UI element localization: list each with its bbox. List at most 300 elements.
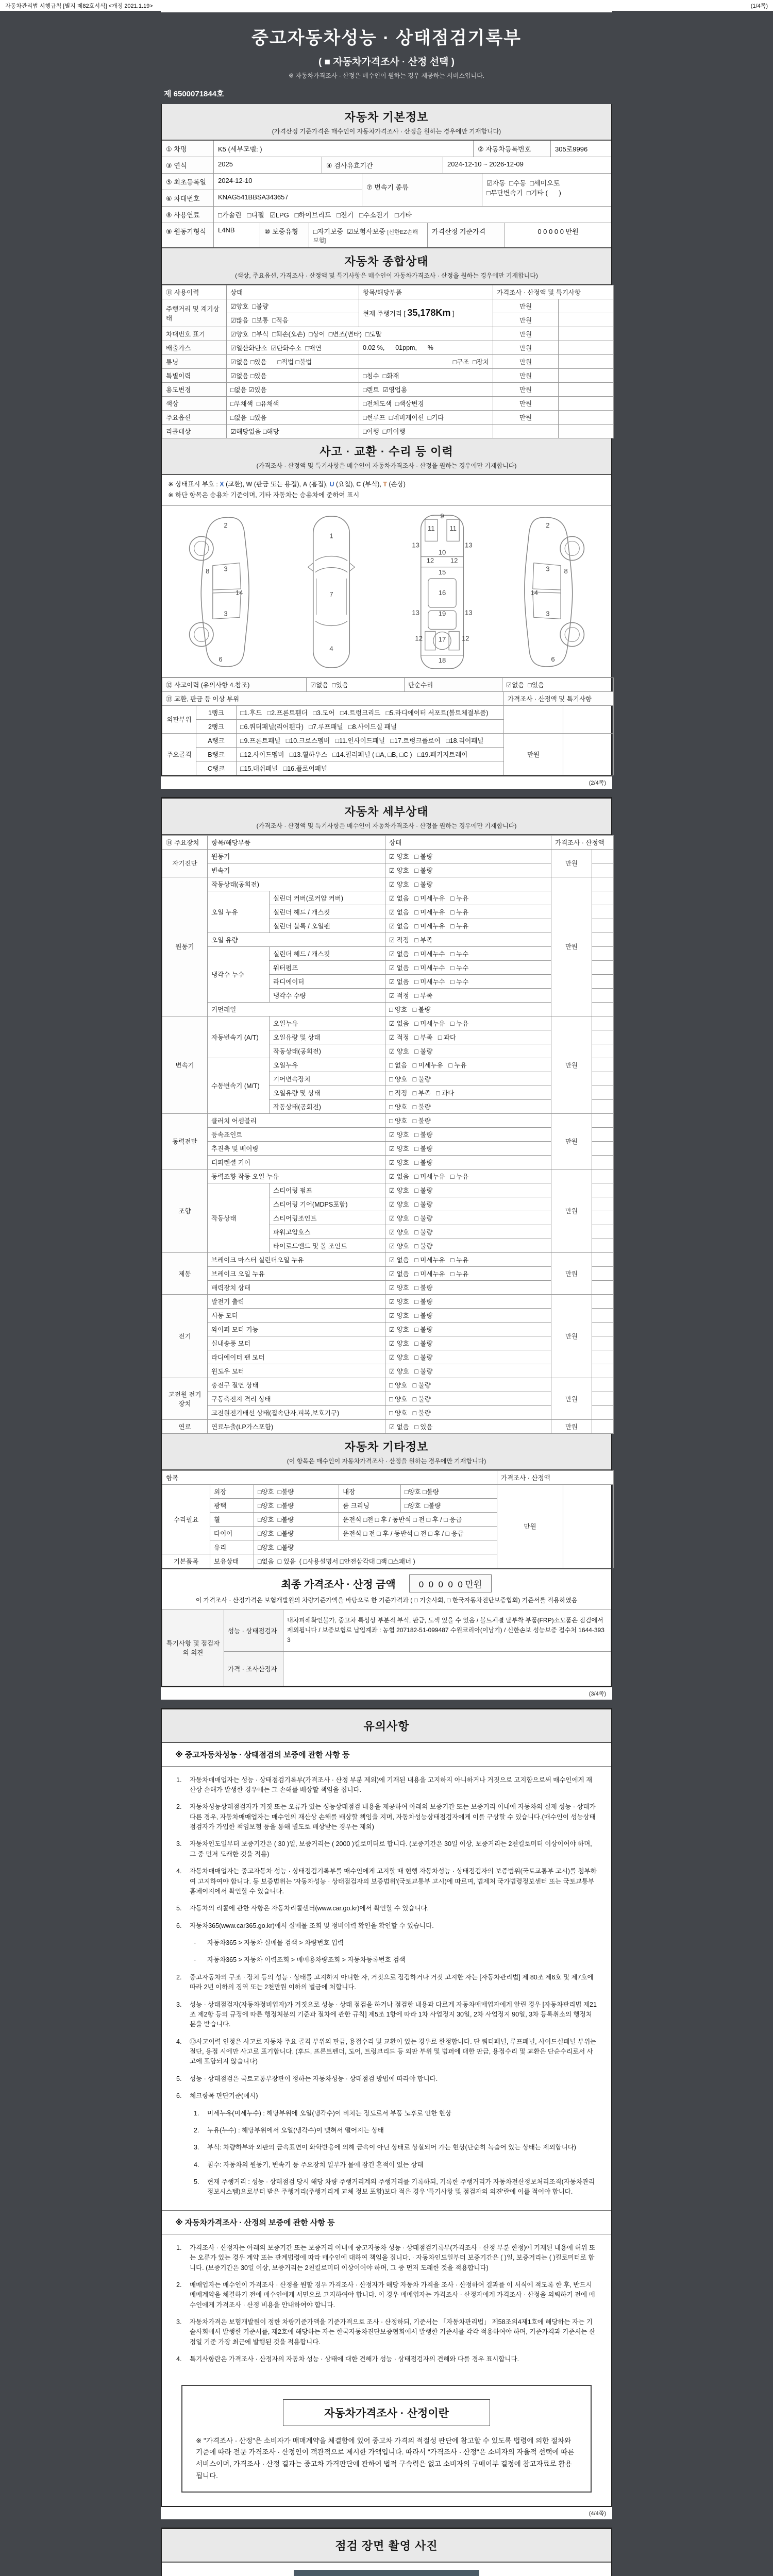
notice-item-text: 현재 주행거리 : 성능 · 상태점검 당시 해당 차량 주행거리계의 주행거리를 기록하되, 기록한 주행거리가 자동차전산정보처리조직(자동차관리정보시스템)으로부터 받은 주행거리(주행거리계 교체 정보 포함)보다 적은 경우 '특기사항 및 점검자의 의견'란에 이를 적어야 합니다. [207,2178,595,2196]
detail-row [162,1378,614,1392]
page-mark-4: (4/4쪽) [161,2507,612,2519]
state-checkboxes[interactable]: ☑ 양호 □ 불량 [385,1308,551,1322]
diagram-part-number: 8 [564,567,568,575]
price-note-cell [592,946,614,960]
final-price-value[interactable]: 0 0 0 0 0 만원 [409,1574,492,1592]
diagram-part-number: 11 [427,524,435,532]
state-checkboxes[interactable]: ☑ 없음 □ 있음 [385,1419,551,1433]
state-checkboxes[interactable]: ☑ 양호 □ 불량 [385,1294,551,1308]
legend-prefix: ※ 상태표시 부호 : [168,481,220,488]
tire-positions[interactable]: 운전석 □ 전 □ 후 / 동반석 □ 전 □ 후 / □ 응급 [339,1526,497,1540]
diagram-part-number: 13 [411,608,419,616]
item-cell: 커먼레일 [208,1002,385,1016]
mileage-suffix: ] [450,310,455,317]
detail-row [162,891,614,905]
inspector-opinion-text[interactable]: 내차피해확인불가, 중고차 특성상 부분적 부식, 판금, 도색 있을 수 있음 / 볼트체결 탈부착 부품(FRP)소모품은 점검에서 제외됩니다 / 보증보험료 납입계좌 : 농협 207182-51-099487 수원코리아(이남기) / 신한손보 성능보증 접수처 1644-3933 [283,1609,611,1651]
notice-item-text: 자동차가격은 보험개발원이 정한 차량기준가액을 기준가격으로 조사 · 산정하되, 기준서는 「자동차관리법」 제58조의4제1호에 해당하는 자는 기술사회에서 발행한 기준서를, 제2호에 해당하는 자는 한국자동차진단보증협회에서 발행한 기준서를 각각 적용하여야 하며, 기준가격과 기준서는 산정일 기준 가장 최근에 발행된 것을 적용합니다. [190,2318,596,2346]
appraiser-opinion-text[interactable] [283,1651,611,1686]
notice-item [162,2157,611,2174]
item-checkboxes[interactable]: □이행 □미이행 [359,425,493,438]
detail-header [162,799,611,835]
state-checkboxes[interactable]: □ 양호 □ 불량 [385,1072,551,1086]
item-cell: 라디에이터 [270,974,385,988]
col-detail-item: 항목/해당부품 [208,835,385,849]
notice-item-text: 자동차매매업자는 중고자동차 성능 · 상태점검기록부를 매수인에게 고지할 때 현행 자동차성능 · 상태점검자의 보증범위(국토교통부 고시)를 첨부하여 고지하여야 합니다. 동 보증범위는 '자동차성능 · 상태점검자의 보증범위'(국토교통부 고시)에 따르며, 법제처 국가법령정보센터 또는 국토교통부 홈페이지에서 확인할 수 있습니다. [190,1868,597,1895]
state-checkboxes[interactable]: ☑ 양호 □ 불량 [385,1211,551,1225]
item-cell: 등속죠인트 [208,1127,385,1141]
notice-item-number: 2. [194,2126,199,2134]
etc-col-item: 항목 [162,1470,497,1484]
subgroup-cell: 자동변속기 (A/T) [208,1016,270,1058]
state-checkboxes[interactable]: ☑ 양호 □ 불량 [385,1155,551,1169]
notice-item-number: 3. [176,2318,182,2326]
price-note-cell [592,988,614,1002]
state-checkboxes[interactable]: ☑ 없음 □ 미세누수 □ 누수 [385,960,551,974]
state-checkboxes[interactable]: ☑ 양호 □ 불량 [385,849,551,863]
col-major-device: ⑭ 주요장치 [162,835,208,849]
car-diagram-left-side[interactable] [174,511,267,672]
comprehensive-row [162,397,614,411]
state-checkboxes[interactable]: ☑없음 □있음 □적법 □불법 [227,355,359,369]
notice-item-number: 5. [176,1905,182,1912]
notice-item [162,1935,611,1952]
device-cell: 원동기 [162,877,208,1016]
state-checkboxes[interactable]: □ 양호 □ 불량 [385,1405,551,1419]
state-checkboxes[interactable]: ☑ 적정 □ 부족 [385,988,551,1002]
notice-item-number: - [194,1939,196,1946]
notice-item [162,2122,611,2139]
state-code-letter: W [246,481,253,488]
item-checkboxes[interactable]: □썬루프 □네비게이션 □기타 [359,411,493,425]
price-note-cell [559,383,614,397]
notice-item [162,1952,611,1969]
transmission-options[interactable] [482,174,611,206]
item-checkboxes[interactable]: □렌트 ☑영업용 [359,383,493,397]
page-gap [161,2519,612,2528]
item-cell: 변속기 [208,863,385,877]
notice-item-text: 성능 · 상태점검자(자동차정비업자)가 거짓으로 성능 · 상태 점검을 하거나 점검한 내용과 다르게 자동차매매업자에게 알린 경우 [자동차관리법 제21조 제2항 등의 규정에 따른 행정처분의 기준과 절차에 관한 규칙] 제5조 1항에 따라 1차 사업정지 30일, 2차 사업정지 90일, 3차 등록취소의 행정처분을 받습니다. [190,2001,597,2028]
photos-header [162,2529,611,2563]
comprehensive-row [162,355,614,369]
state-checkboxes[interactable]: ☑ 양호 □ 불량 [385,1350,551,1364]
model-year-label: ③ 연식 [162,157,213,173]
exterior-label: 외장 [210,1484,254,1498]
price-note-cell [559,341,614,355]
price-note-cell [559,411,614,425]
state-checkboxes[interactable]: ☑ 양호 □ 불량 [385,1336,551,1350]
item-cell: 실린더 블록 / 오일팬 [270,919,385,933]
price-note-cell [592,905,614,919]
state-checkboxes[interactable]: □ 양호 □ 불량 [385,1392,551,1405]
price-note-cell [592,919,614,933]
state-code-label: (손상) [386,481,406,488]
price-cell: 만원 [493,299,559,313]
state-checkboxes[interactable]: □없음 ☑있음 [227,383,359,397]
usage-label: 특별이력 [162,369,227,383]
notice-item-text: 자동차의 리콜에 관한 사항은 자동차리콜센터(www.car.go.kr)에서 확인할 수 있습니다. [190,1905,429,1912]
notice-item-number: 3. [176,2001,182,2008]
notice-item [162,1969,611,1996]
item-cell: 윈도우 모터 [208,1364,385,1378]
item-checkboxes[interactable]: □전체도색 □색상변경 [359,397,493,411]
rank-c-items[interactable]: □15.대쉬패널 □16.플로어패널 [237,761,504,775]
state-checkboxes[interactable]: ☑ 없음 □ 미세누유 □ 누유 [385,1016,551,1030]
notice-item-text: 성능 · 상태점검은 국토교통부장관이 정하는 자동차성능 · 상태점검 방법에 따라야 합니다. [190,2075,438,2082]
price-note-cell [592,1392,614,1405]
diagram-part-number: 19 [438,609,446,617]
legend-note: ※ 하단 항목은 승용차 기준이며, 기타 자동차는 승용차에 준하여 표시 [168,492,360,499]
outer-note-cell [563,705,614,733]
detail-row [162,946,614,960]
special-notes-label: 특기사항 및 점검자의 의견 [162,1609,224,1686]
rank-1-items[interactable]: □1.후드 □2.프론트휀더 □3.도어 □4.트렁크리드 □5.라디에이터 서포트(볼트체결부품) [237,705,504,719]
price-cell: 만원 [551,1169,592,1252]
notice-item-text: 자동차매매업자는 성능 · 상태점검기록부(가격조사 · 산정 부분 제외)에 기재된 내용을 고지하지 아니하거나 거짓으로 고지함으로써 매수인에게 재산상 손해가 발생한 경우에는 그 손해를 배상할 책임을 집니다. [190,1776,593,1793]
exchange-rank-table [162,691,614,775]
state-checkboxes[interactable]: □ 양호 □ 불량 [385,1113,551,1127]
state-checkboxes[interactable]: ☑ 없음 □ 미세누유 □ 누유 [385,905,551,919]
final-price-label: 최종 가격조사 · 산정 금액 [281,1579,396,1590]
usage-label: 용도변경 [162,383,227,397]
wheel-positions[interactable]: 운전석 □전 □ 후 / 동반석 □ 전 □ 후 / □ 응급 [339,1512,497,1526]
notice-item [162,2071,611,2088]
price-note-cell [592,1419,614,1433]
price-cell: 만원 [493,355,559,369]
state-checkboxes[interactable]: ☑없음 □있음 [227,369,359,383]
item-cell: 실내송풍 모터 [208,1336,385,1350]
state-checkboxes[interactable]: ☑ 양호 □ 불량 [385,1225,551,1239]
notice-item-number: 5. [194,2178,199,2185]
state-checkboxes[interactable]: ☑ 양호 □ 불량 [385,1183,551,1197]
rank-2-label: 2랭크 [196,719,237,733]
reg-no-value[interactable]: 305로9996 [550,141,611,157]
state-checkboxes[interactable]: □ 양호 □ 불량 [385,1099,551,1113]
engine-type-label: ⑨ 원동기형식 [162,223,213,247]
diagram-part-number: 12 [461,634,469,642]
item-cell: 연료누출(LP가스포함) [208,1419,385,1433]
vin-value[interactable]: KNAG541BBSA343657 [213,190,362,206]
state-checkboxes[interactable]: □없음 □있음 [227,411,359,425]
subgroup-cell: 작동상태 [208,1183,270,1252]
notice-item [162,2139,611,2156]
item-cell: 브레이크 마스터 실린더오일 누유 [208,1252,385,1266]
notice-item-number: 2. [176,1973,182,1981]
document [161,11,612,2576]
inspection-period-label: ④ 검사유효기간 [322,157,443,173]
state-checkboxes[interactable]: ☑ 양호 □ 불량 [385,1239,551,1252]
state-checkboxes[interactable]: □ 없음 □ 미세누유 □ 누유 [385,1058,551,1072]
warranty-insurer: [신한EZ손해보험] [313,229,418,244]
item-cell: 오일누유 [270,1016,385,1030]
price-note-cell [559,327,614,341]
price-note-cell [592,1405,614,1419]
state-checkboxes[interactable]: ☑ 양호 □ 불량 [385,1364,551,1378]
simple-repair-label: 단순수리 [405,677,502,691]
notice-section-b-title: ※ 자동차가격조사 · 산정의 보증에 관한 사항 등 [162,2210,611,2234]
page-title: 중고자동차성능 · 상태점검기록부 [251,28,522,48]
state-checkboxes[interactable]: ☑ 양호 □ 불량 [385,863,551,877]
col-price-note: 가격조사 · 산정액 및 특기사항 [493,285,614,299]
car-diagram-top[interactable] [285,511,378,672]
item-cell: 고전원전기배선 상태(접속단자,피복,보호기구) [208,1405,385,1419]
state-code-label: (부식), [361,481,383,488]
frame-note-cell [563,733,614,775]
price-note-cell [559,313,614,327]
etc-price: 만원 [497,1484,563,1568]
notice-section-a-title: ※ 중고자동차성능 · 상태점검의 보증에 관한 사항 등 [162,1743,611,1767]
basic-info-header [162,104,611,141]
exterior-state[interactable]: □양호 □불량 [254,1484,339,1498]
price-note-cell [592,1099,614,1113]
car-name-value[interactable]: K5 (세부모델: ) [213,141,473,157]
vin-label: ⑥ 차대번호 [162,190,213,206]
car-diagram-underside[interactable] [396,511,489,672]
state-checkboxes[interactable]: ☑ 양호 □ 불량 [385,1141,551,1155]
diagram-part-number: 12 [450,556,458,565]
item-checkboxes[interactable]: □침수 □화재 [359,369,493,383]
state-checkboxes[interactable]: □ 적정 □ 부족 □ 과다 [385,1086,551,1099]
page-4 [161,2528,612,2576]
base-price-label: 가격산정 기준가격 [427,223,505,247]
notice-item-text: 자동차성능상태점검자가 거짓 또는 오류가 있는 성능상태점검 내용을 제공하여 아래의 보증기간 또는 보증거리 이내에 자동차의 실제 성능 · 상태가 다른 경우, 자동차매매업자는 매수인의 재산상 손해를 배상할 책임을 지며, 자동차성능상태점검자에게 이를 구상할 수 있습니다.(매수인이 성능상태점검자가 가입한 책임보험 등을 통해 별도로 배상받는 경우는 제외) [190,1803,596,1831]
holding-state[interactable]: □없음 □ 있음 ( □사용설명서 □안전삼각대 □잭 □스패너 ) [254,1554,497,1568]
usage-label: 주요옵션 [162,411,227,425]
state-checkboxes[interactable]: □ 양호 □ 불량 [385,1378,551,1392]
item-cell: 실린더 헤드 / 개스킷 [270,905,385,919]
document-number: 제 6500071844호 [164,90,224,98]
price-note-cell [592,1183,614,1197]
inspection-period-value[interactable]: 2024-12-10 ~ 2026-12-09 [443,157,611,173]
item-checkboxes[interactable]: 0.02 %, 01ppm, % [359,341,493,355]
usage-label: 리콜대상 [162,425,227,438]
notice-title: 유의사항 [363,1719,410,1733]
item-cell: 작동상태(공회전) [270,1099,385,1113]
etc-note-cell [563,1484,614,1568]
state-checkboxes[interactable]: ☑양호 □불량 [227,299,359,313]
notice-item [162,1799,611,1836]
mileage-prefix: 현재 주행거리 [ [363,310,408,317]
etc-col-price: 가격조사 · 산정액 [497,1470,614,1484]
state-checkboxes[interactable]: □ 양호 □ 불량 [385,1002,551,1016]
col-state: 상태 [227,285,359,299]
notice-item-text: 가격조사 · 산정자는 아래의 보증기간 또는 보증거리 이내에 중고자동차 성능 · 상태점검기록부(가격조사 · 산정 부분 한정)에 기재된 내용에 허위 또는 오류가 있는 경우 계약 또는 관계법령에 따라 매수인에 대하여 책임을 집니다. · 자동차인도일부터 보증기간은 ( )일, 보증거리는 ( )킬로미터로 합니다. (보증기간은 30일 이상, 보증거리는 2천킬로미터 이상이어야 하며, 그 중 먼저 도래한 것을 적용합니다) [190,2244,596,2272]
interior-state[interactable]: □양호 □불량 [401,1484,497,1498]
glass-label: 유리 [210,1540,254,1554]
notice-item-number: 2. [176,2281,182,2289]
state-code-letter: C [356,481,361,488]
room-cleaning-state[interactable]: □양호 □불량 [401,1498,497,1512]
price-note-cell [592,849,614,863]
definition-box-title: 자동차가격조사 · 산정이란 [283,2399,490,2426]
notice-item-text: 특기사항란은 가격조사 · 산정자의 자동차 성능 · 상태에 대한 견해가 성능 · 상태점검자의 견해와 다를 경우 표시합니다. [190,2355,519,2363]
notice-item-number: 6. [176,1922,182,1929]
transmission-options-line1[interactable]: ☑자동 □수동 □세미오토 [486,179,560,187]
notice-item [162,1918,611,1935]
notice-item-number: 3. [176,1840,182,1848]
accident-title: 사고 · 교환 · 수리 등 이력 [320,445,453,458]
item-cell: 시동 모터 [208,1308,385,1322]
state-checkboxes[interactable]: ☑ 양호 □ 불량 [385,1044,551,1058]
state-checkboxes[interactable]: ☑ 양호 □ 불량 [385,877,551,891]
state-code-letter: X [220,481,224,488]
notice-item [162,2105,611,2122]
state-code-legend [162,475,611,506]
price-note-cell [592,1322,614,1336]
warranty-options[interactable]: □자기보증 ☑보험사보증 [313,228,385,235]
exchange-panel-label: ⑬ 교환, 판금 등 이상 부위 [162,691,504,705]
simple-repair-state[interactable]: ☑없음 □있음 [502,677,614,691]
item-checkboxes[interactable]: □구조 □장치 [359,355,493,369]
price-cell: 만원 [551,877,592,1016]
state-checkboxes[interactable]: ☑ 없음 □ 미세누유 □ 누유 [385,1266,551,1280]
page-1 [161,104,612,776]
price-note-cell [592,974,614,988]
base-price-value[interactable]: 0 0 0 0 0 만원 [505,223,611,247]
price-note-cell [592,1086,614,1099]
price-note-cell [592,1350,614,1364]
outer-panel-label: 외판부위 [162,705,196,733]
diagram-part-number: 14 [530,588,538,597]
state-checkboxes[interactable]: ☑ 양호 □ 불량 [385,1280,551,1294]
notice-item-number: 3. [194,2144,199,2151]
accident-note: (가격조사 · 산정액 및 특기사항은 매수인이 자동차가격조사 · 산정을 원하는 경우에만 기재합니다) [256,462,517,469]
diagram-part-number: 7 [329,590,333,598]
diagram-part-number: 18 [438,656,446,664]
state-checkboxes[interactable]: ☑해당없음 □해당 [227,425,359,438]
car-diagram-right-side[interactable] [507,511,599,672]
state-checkboxes[interactable]: ☑ 양호 □ 불량 [385,1127,551,1141]
notice-item [162,1836,611,1863]
item-cell: 기어변속장치 [270,1072,385,1086]
detail-title: 자동차 세부상태 [344,805,429,818]
price-cell: 만원 [551,849,592,877]
col-detail-state: 상태 [385,835,551,849]
engine-type-value[interactable]: L4NB [213,223,260,247]
diagram-part-number: 8 [205,567,209,575]
notice-item-number: - [194,1956,196,1964]
polish-state[interactable]: □양호 □불량 [254,1498,339,1512]
device-cell: 제동 [162,1252,208,1294]
model-year-value[interactable]: 2025 [213,157,322,173]
comprehensive-row [162,369,614,383]
usage-label: 색상 [162,397,227,411]
notice-item-number: 1. [194,2109,199,2117]
state-checkboxes[interactable]: ☑ 없음 □ 미세누유 □ 누유 [385,1252,551,1266]
price-note-cell [559,299,614,313]
state-checkboxes[interactable]: ☑ 없음 □ 미세누유 □ 누유 [385,891,551,905]
diagram-part-number: 3 [223,565,228,573]
state-checkboxes[interactable]: ☑양호 □부식 □훼손(오손) □상이 □변조(변타) □도말 [227,327,493,341]
comprehensive-row [162,327,614,341]
state-checkboxes[interactable]: ☑일산화탄소 ☑탄화수소 □매연 [227,341,359,355]
state-checkboxes[interactable]: ☑ 없음 □ 미세누수 □ 누수 [385,974,551,988]
notice-item-number: 4. [176,1868,182,1875]
price-note-cell [592,1016,614,1030]
inspector-opinion-label: 성능 · 상태점검자 [224,1609,283,1651]
detail-row [162,1141,614,1155]
page-3 [161,1708,612,2507]
price-cell: 만원 [493,411,559,425]
item-cell: 타이로드엔드 및 볼 조인트 [270,1239,385,1252]
item-cell: 배력장치 상태 [208,1280,385,1294]
price-note-cell [592,863,614,877]
item-cell: 오일유량 및 상태 [270,1030,385,1044]
price-note-cell [592,960,614,974]
usage-label: 배출가스 [162,341,227,355]
price-cell: 만원 [493,313,559,327]
state-checkboxes[interactable]: □무채색 □유채색 [227,397,359,411]
price-survey-note: ※ 자동차가격조사 · 산정은 매수인이 원하는 경우 제공하는 서비스입니다. [288,72,485,79]
room-cleaning-label: 룸 크리닝 [339,1498,401,1512]
state-checkboxes[interactable]: ☑많음 □보통 □적음 [227,313,359,327]
rank-b-items[interactable]: □12.사이드멤버 □13.휠하우스 □14.필러패널 ( □A, □B, □C ) □19.패키지트레이 [237,747,504,761]
tire-state[interactable]: □양호 □불량 [254,1526,339,1540]
price-note-cell [592,1280,614,1294]
state-checkboxes[interactable]: ☑ 양호 □ 불량 [385,1322,551,1336]
diagram-part-number: 6 [550,655,555,663]
accident-history-state[interactable]: ☑없음 □있음 [307,677,405,691]
notice-item-number: 5. [176,2075,182,2082]
item-cell: 실린더 헤드 / 개스킷 [270,946,385,960]
price-note-cell [559,355,614,369]
detail-row [162,1169,614,1183]
price-cell: 만원 [493,327,559,341]
price-note-cell [592,1113,614,1127]
notice-item-number: 4. [176,2038,182,2045]
state-checkboxes[interactable]: ☑ 없음 □ 미세누유 □ 누유 [385,1169,551,1183]
price-note-cell [592,1225,614,1239]
glass-state[interactable]: □양호 □불량 [254,1540,497,1554]
item-cell: 클러치 어셈블리 [208,1113,385,1127]
state-checkboxes[interactable]: ☑ 적정 □ 부족 [385,933,551,946]
comprehensive-header-row [162,285,614,299]
wheel-state[interactable]: □양호 □불량 [254,1512,339,1526]
page-number-1: (1/4쪽) [750,3,768,9]
state-checkboxes[interactable]: ☑ 없음 □ 미세누유 □ 누유 [385,919,551,933]
price-note-cell [592,1058,614,1072]
state-checkboxes[interactable]: ☑ 없음 □ 미세누수 □ 누수 [385,946,551,960]
item-cell: 충전구 절연 상태 [208,1378,385,1392]
rank-1-label: 1랭크 [196,705,237,719]
transmission-options-line2[interactable]: □무단변속기 □기타 ( ) [486,189,561,197]
notice-item-text: 침수: 자동차의 원동기, 변속기 등 주요장치 일부가 물에 잠긴 흔적이 있는 상태 [207,2161,424,2168]
form-reference: 자동차관리법 시행규칙 [별지 제82호서식] <개정 2021.1.19> [5,3,153,9]
notice-item-text: 미세누유(미세누수) : 해당부위에 오일(냉각수)이 비치는 정도로서 부품 노후로 인한 현상 [207,2109,452,2117]
first-reg-value[interactable]: 2024-12-10 [213,174,362,190]
state-checkboxes[interactable]: ☑ 적정 □ 부족 □ 과다 [385,1030,551,1044]
rank-2-items[interactable]: □6.쿼터패널(리어휀다) □7.루프패널 □8.사이드실 패널 [237,719,504,733]
notice-item-text: ⑫사고이력 인정은 사고로 자동차 주요 골격 부위의 판금, 용접수리 및 교환이 있는 경우로 한정합니다. 단 쿼터패널, 루프패널, 사이드실패널 부위는 절단, 용접 시에만 사고로 표기합니다. (후드, 프론트펜더, 도어, 트렁크리드 등 외판 부위 및 범퍼에 대한 판금, 용접수리 및 교환은 단순수리로서 사고에 포함되지 않습니다) [190,2038,597,2065]
notice-item-text: 부식: 차량하부와 외판의 금속표면이 화학반응에 의해 금속이 아닌 상태로 상실되어 가는 현상(단순히 녹슬어 있는 상태는 제외합니다) [207,2144,576,2151]
rank-a-items[interactable]: □9.프론트패널 □10.크로스멤버 □11.인사이드패널 □17.트렁크플로어 □18.리어패널 [237,733,504,747]
col-detail-price: 가격조사 · 산정액 [551,835,614,849]
warranty-options-cell[interactable] [309,223,427,247]
item-cell: 추진축 및 베어링 [208,1141,385,1155]
diagram-part-number: 4 [329,645,333,653]
fuel-options[interactable]: □가솔린 □디젤 ☑LPG □하이브리드 □전기 □수소전기 □기타 [213,207,611,223]
subgroup-cell: 오일 누유 [208,891,270,933]
basic-info-title: 자동차 기본정보 [344,111,429,124]
state-code-label: (판금 또는 용접), [252,481,303,488]
comprehensive-header [162,248,611,285]
item-cell: 워터펌프 [270,960,385,974]
notice-item-number: 1. [176,1776,182,1784]
detail-row [162,1252,614,1266]
state-checkboxes[interactable]: ☑ 양호 □ 불량 [385,1197,551,1211]
item-cell: 발전기 출력 [208,1294,385,1308]
col-item-part: 항목/해당부품 [359,285,493,299]
device-cell: 자기진단 [162,849,208,877]
